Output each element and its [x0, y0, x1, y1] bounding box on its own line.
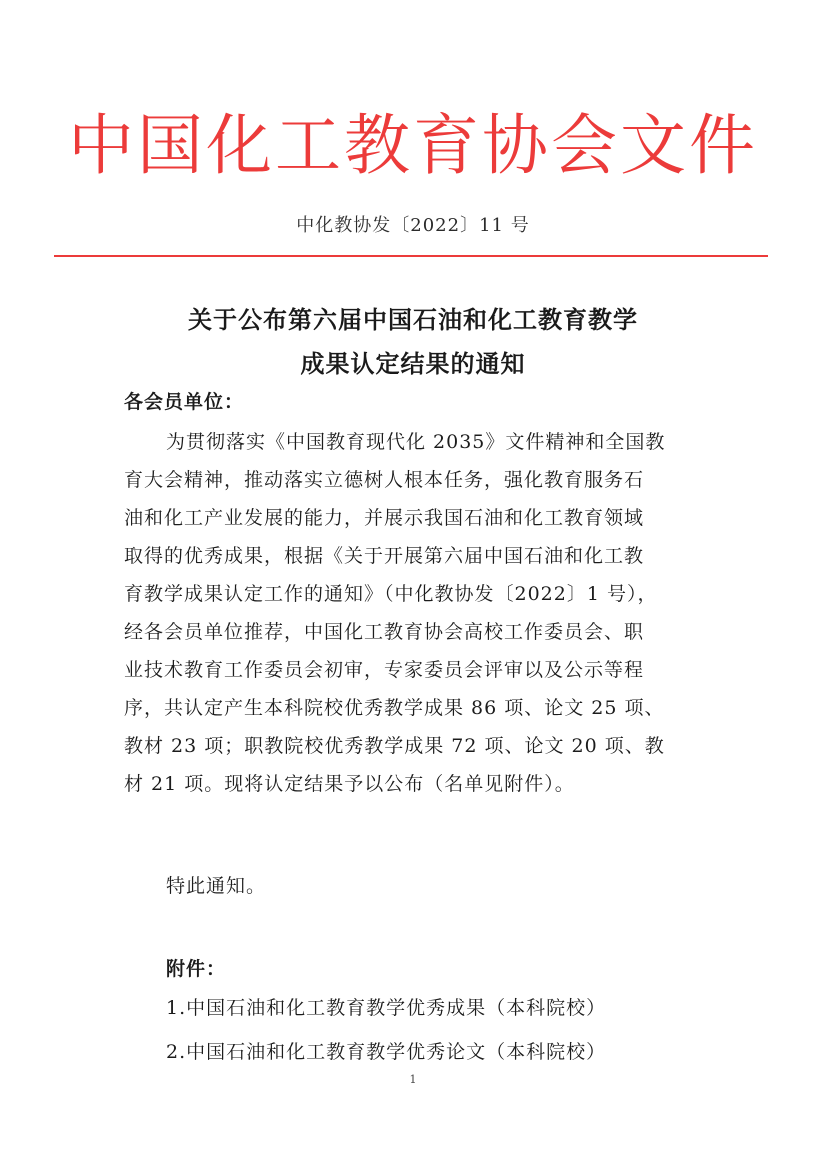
body-line: 为贯彻落实《中国教育现代化 2035》文件精神和全国教 [166, 431, 666, 453]
salutation: 各会员单位： [124, 391, 245, 413]
closing-notice: 特此通知。 [166, 875, 267, 897]
attachment-item: 1.中国石油和化工教育教学优秀成果（本科院校） [166, 997, 607, 1019]
notice-title-line-2: 成果认定结果的通知 [300, 350, 526, 378]
org-header-title: 中国化工教育协会文件 [68, 107, 758, 184]
body-line: 材 21 项。现将认定结果予以公布（名单见附件）。 [124, 773, 575, 795]
body-line: 教材 23 项；职教院校优秀教学成果 72 项、论文 20 项、教 [124, 735, 665, 757]
notice-title [0, 298, 826, 386]
body-line: 油和化工产业发展的能力，并展示我国石油和化工教育领域 [124, 507, 645, 529]
body-line: 育大会精神，推动落实立德树人根本任务，强化教育服务石 [124, 469, 645, 491]
body-line: 育教学成果认定工作的通知》（中化教协发〔2022〕1 号）， [124, 583, 658, 605]
notice-title-line-1: 关于公布第六届中国石油和化工教育教学 [188, 306, 638, 334]
attachment-item: 2.中国石油和化工教育教学优秀论文（本科院校） [166, 1041, 607, 1063]
body-paragraph [124, 423, 704, 803]
body-line: 经各会员单位推荐，中国化工教育协会高校工作委员会、职 [124, 621, 645, 643]
body-line: 业技术教育工作委员会初审，专家委员会评审以及公示等程 [124, 659, 645, 681]
document-number: 中化教协发〔2022〕11 号 [296, 215, 530, 236]
red-divider-line [54, 255, 768, 257]
page-number: 1 [409, 1073, 417, 1086]
body-line: 序，共认定产生本科院校优秀教学成果 86 项、论文 25 项、 [124, 697, 665, 719]
body-line: 取得的优秀成果，根据《关于开展第六届中国石油和化工教 [124, 545, 645, 567]
attachments-label: 附件： [166, 958, 227, 980]
